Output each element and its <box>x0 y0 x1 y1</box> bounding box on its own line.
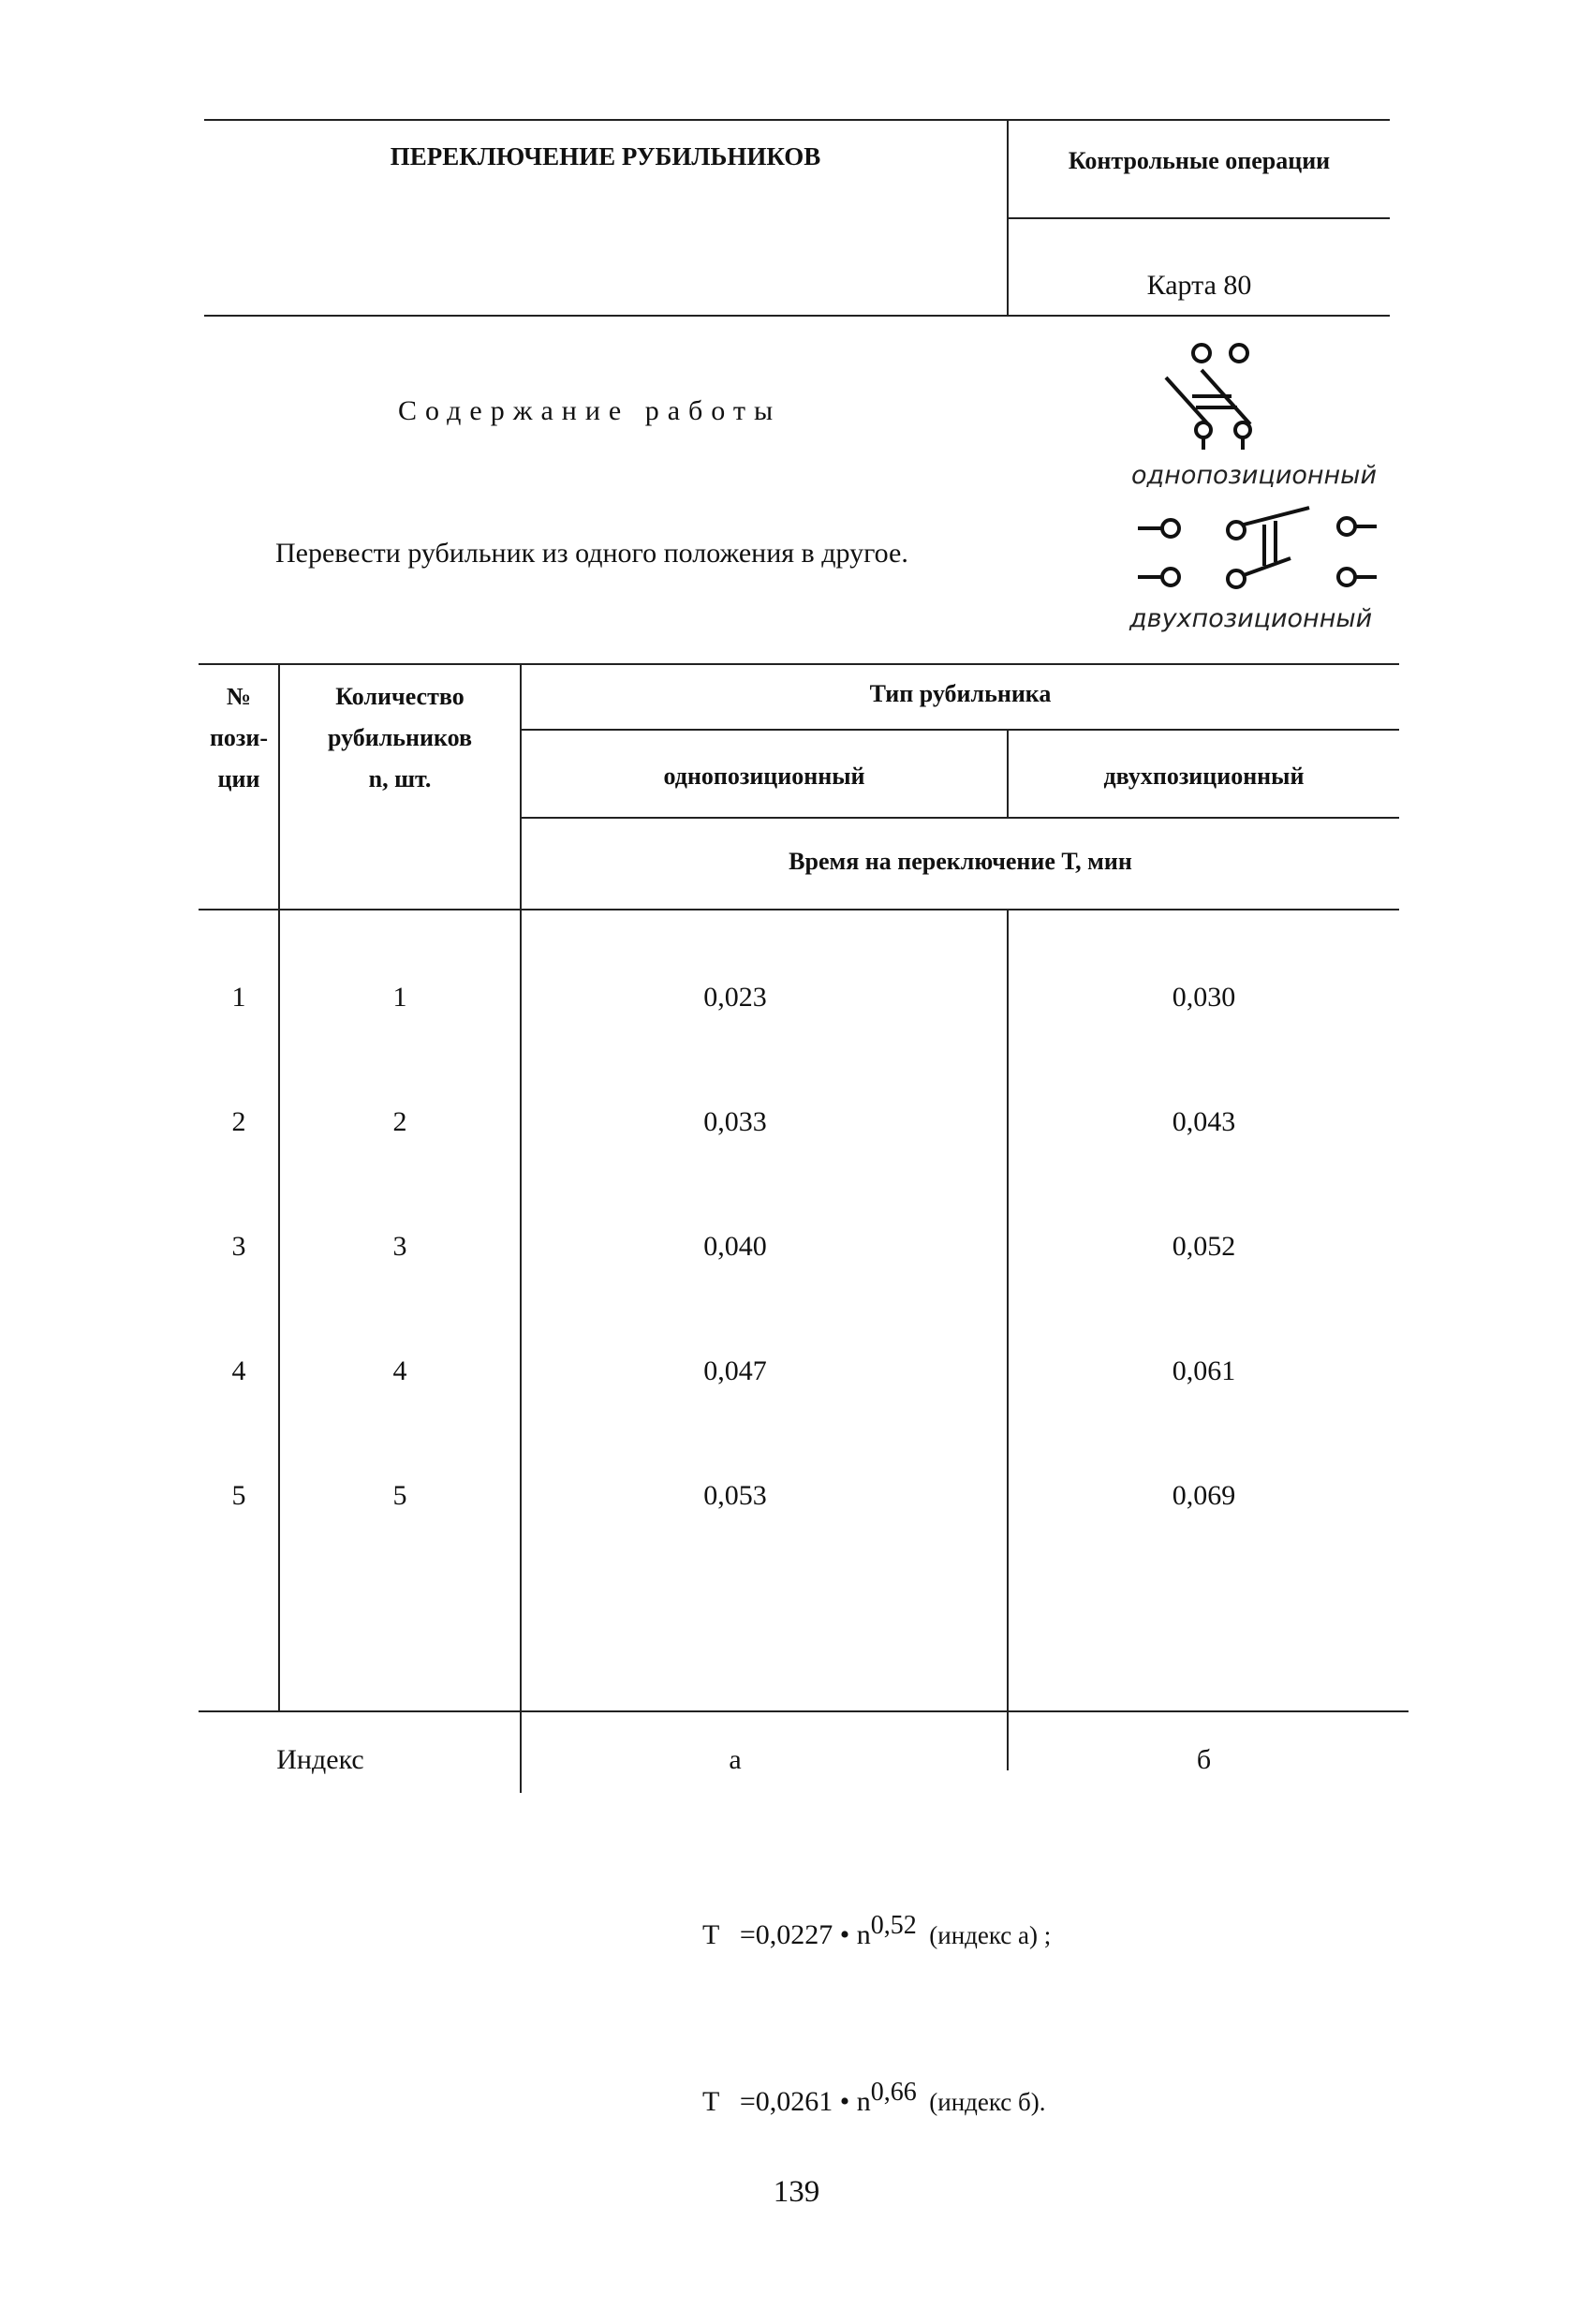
double-position-switch-diagram <box>1133 506 1381 600</box>
formula-a-body: =0,0227 • n <box>739 1919 871 1950</box>
index-a: а <box>729 1744 742 1775</box>
page-number: 139 <box>773 2175 820 2209</box>
row-quantity: 2 <box>392 1106 407 1137</box>
table-header-bottom-rule <box>199 909 1399 910</box>
row-quantity: 4 <box>392 1355 407 1386</box>
header-top-rule <box>204 119 1390 121</box>
col-divider-1 <box>278 663 280 1712</box>
formula-b-body: =0,0261 • n <box>739 2086 871 2117</box>
page-title: ПЕРЕКЛЮЧЕНИЕ РУБИЛЬНИКОВ <box>390 142 821 170</box>
formula-b-exponent: 0,66 <box>870 2078 917 2107</box>
row-time-single: 0,040 <box>703 1231 767 1262</box>
card-number: Карта 80 <box>1146 270 1252 301</box>
formula-b-note: (индекс б). <box>929 2088 1046 2116</box>
table-type-rule <box>521 729 1399 731</box>
formula-b <box>702 2078 1046 2118</box>
col-double-header: двухпозиционный <box>1103 762 1305 790</box>
content-heading: Содержание работы <box>398 395 782 426</box>
row-position: 1 <box>231 982 246 1013</box>
table-top-rule <box>199 663 1399 665</box>
row-quantity: 5 <box>392 1480 407 1511</box>
row-time-double: 0,061 <box>1172 1355 1236 1386</box>
row-position: 5 <box>231 1480 246 1511</box>
single-position-switch-diagram <box>1157 333 1269 450</box>
formula-a-note: (индекс а) ; <box>929 1921 1052 1949</box>
single-position-label: однопозиционный <box>1131 461 1378 490</box>
col-divider-2 <box>520 663 522 1793</box>
col-position-header: № пози- ции <box>209 683 269 792</box>
double-position-label: двухпозиционный <box>1129 604 1373 633</box>
index-label: Индекс <box>276 1744 364 1775</box>
row-time-double: 0,043 <box>1172 1106 1236 1137</box>
row-time-single: 0,033 <box>703 1106 767 1137</box>
row-position: 4 <box>231 1355 246 1386</box>
row-time-double: 0,052 <box>1172 1231 1236 1262</box>
row-quantity: 1 <box>392 982 407 1013</box>
row-quantity: 3 <box>392 1231 407 1262</box>
formula-a-exponent: 0,52 <box>870 1911 917 1940</box>
col-quantity-header: Количество рубильников n, шт. <box>327 683 473 792</box>
table-body-bottom-rule <box>199 1710 1409 1712</box>
row-position: 3 <box>231 1231 246 1262</box>
row-time-double: 0,030 <box>1172 982 1236 1013</box>
row-time-double: 0,069 <box>1172 1480 1236 1511</box>
category-label: Контрольные операции <box>1068 147 1331 174</box>
row-time-single: 0,023 <box>703 982 767 1013</box>
index-b: б <box>1196 1744 1212 1775</box>
formula-a <box>702 1911 1051 1951</box>
formula-a-lhs: Т <box>702 1919 720 1950</box>
content-description: Перевести рубильник из одного положения в другое. <box>275 538 908 569</box>
col-single-header: однопозиционный <box>663 762 865 790</box>
time-header: Время на переключение Т, мин <box>789 848 1132 875</box>
header-bottom-rule <box>204 315 1390 317</box>
header-mid-rule <box>1007 217 1390 219</box>
table-subtype-rule <box>521 817 1399 819</box>
formula-b-lhs: Т <box>702 2086 720 2117</box>
row-time-single: 0,047 <box>703 1355 767 1386</box>
row-position: 2 <box>231 1106 246 1137</box>
col-divider-3b <box>1007 909 1009 1770</box>
col-type-header: Тип рубильника <box>869 680 1052 707</box>
row-time-single: 0,053 <box>703 1480 767 1511</box>
